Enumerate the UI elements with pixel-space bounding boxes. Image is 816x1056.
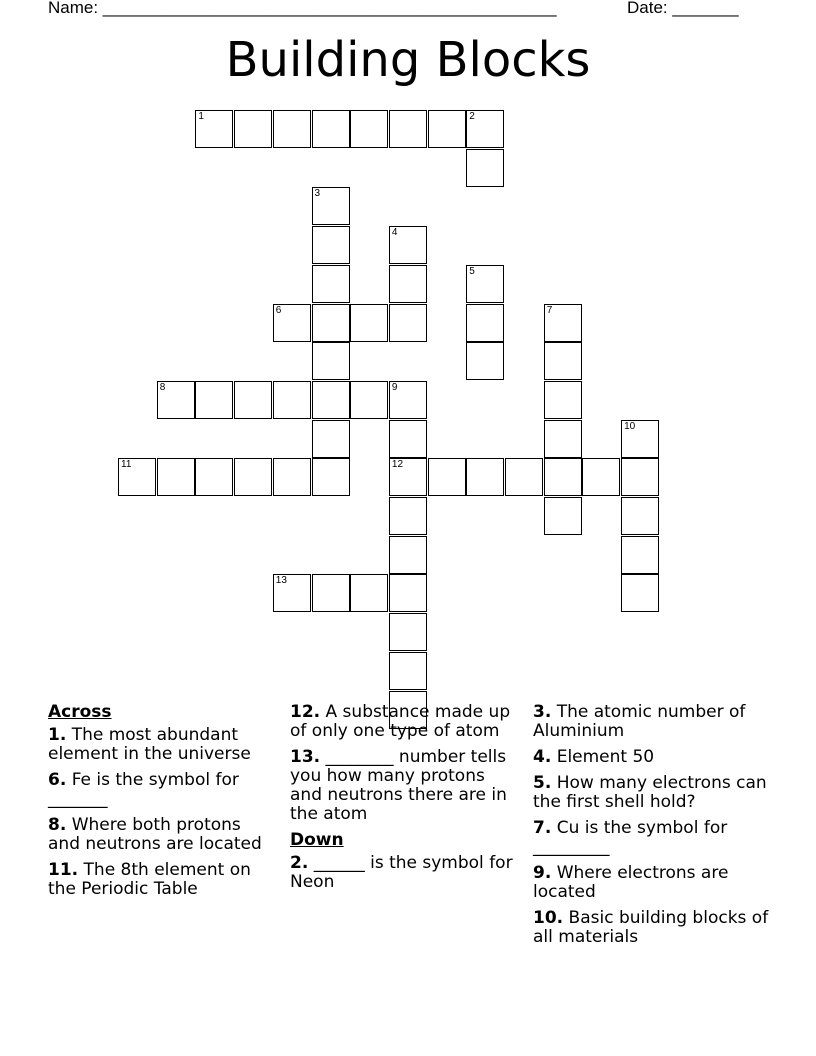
crossword-cell[interactable]	[350, 304, 388, 342]
clue-down-5	[533, 774, 773, 812]
crossword-cell[interactable]	[389, 652, 427, 690]
crossword-cell[interactable]	[466, 342, 504, 380]
across-heading: Across	[48, 702, 112, 722]
crossword-cell[interactable]	[389, 265, 427, 303]
clue-text: The 8th element on the Periodic Table	[48, 860, 251, 899]
crossword-cell[interactable]	[118, 458, 156, 496]
crossword-cell[interactable]	[350, 381, 388, 419]
crossword-cell[interactable]	[389, 536, 427, 574]
clue-down-10	[533, 909, 773, 947]
cell-number: 9	[391, 381, 398, 393]
crossword-cell[interactable]	[389, 497, 427, 535]
crossword-cell[interactable]	[195, 110, 233, 148]
crossword-cell[interactable]	[389, 226, 427, 264]
crossword-cell[interactable]	[389, 574, 427, 612]
crossword-cell[interactable]	[466, 149, 504, 187]
clue-text: The most abundant element in the universe	[48, 725, 251, 764]
crossword-cell[interactable]	[312, 187, 350, 225]
cell-number: 4	[391, 227, 398, 239]
crossword-cell[interactable]	[544, 497, 582, 535]
cell-number: 5	[469, 265, 475, 277]
crossword-cell[interactable]	[582, 458, 620, 496]
clue-number: 12.	[290, 702, 321, 722]
clue-down-9	[533, 864, 773, 902]
crossword-cell[interactable]	[195, 458, 233, 496]
cell-number: 7	[546, 304, 553, 316]
crossword-cell[interactable]	[466, 110, 504, 148]
down-heading: Down	[290, 830, 344, 850]
crossword-cell[interactable]	[273, 110, 311, 148]
cell-number: 3	[314, 188, 321, 200]
crossword-cell[interactable]	[157, 381, 195, 419]
clue-number: 6.	[48, 770, 67, 790]
date-field-label: Date: _______	[627, 0, 739, 17]
clue-across-1	[48, 726, 278, 764]
cell-number: 6	[275, 304, 282, 316]
clue-across-13	[290, 748, 520, 824]
crossword-cell[interactable]	[312, 381, 350, 419]
clue-number: 2.	[290, 853, 309, 873]
clue-across-11	[48, 861, 278, 899]
cell-number: 1	[198, 111, 204, 122]
crossword-cell[interactable]	[544, 304, 582, 342]
clue-text: How many electrons can the first shell hold?	[533, 773, 767, 812]
crossword-cell[interactable]	[621, 574, 659, 612]
crossword-cell[interactable]	[273, 381, 311, 419]
crossword-cell[interactable]	[428, 458, 466, 496]
crossword-cell[interactable]	[544, 342, 582, 380]
cell-number: 13	[275, 575, 287, 587]
crossword-cell[interactable]	[312, 110, 350, 148]
crossword-cell[interactable]	[466, 265, 504, 303]
crossword-cell[interactable]	[350, 110, 388, 148]
clue-text: Cu is the symbol for _________	[533, 818, 728, 857]
clue-text: A substance made up of only one type of atom	[290, 702, 511, 741]
clue-text: Fe is the symbol for _______	[48, 770, 239, 809]
cell-number: 8	[159, 381, 166, 393]
cell-number: 12	[391, 459, 404, 471]
clue-text: Basic building blocks of all materials	[533, 908, 769, 947]
clue-down-2	[290, 854, 520, 892]
clue-text: Where both protons and neutrons are located	[48, 815, 262, 854]
crossword-cell[interactable]	[544, 458, 582, 496]
clue-number: 1.	[48, 725, 67, 745]
crossword-cell[interactable]	[195, 381, 233, 419]
clue-number: 9.	[533, 863, 552, 883]
clue-down-3	[533, 703, 773, 741]
clue-across-6	[48, 771, 278, 809]
crossword-cell[interactable]	[312, 574, 350, 612]
clues-column-1	[48, 703, 278, 906]
crossword-cell[interactable]	[273, 304, 311, 342]
clue-number: 8.	[48, 815, 67, 835]
crossword-cell[interactable]	[234, 110, 272, 148]
crossword-cell[interactable]	[312, 342, 350, 380]
crossword-cell[interactable]	[389, 420, 427, 458]
crossword-cell[interactable]	[505, 458, 543, 496]
clue-number: 10.	[533, 908, 564, 928]
crossword-cell[interactable]	[273, 458, 311, 496]
clue-text: Where electrons are located	[533, 863, 729, 902]
crossword-cell[interactable]	[312, 458, 350, 496]
cell-number: 10	[624, 420, 636, 432]
crossword-cell[interactable]	[621, 458, 659, 496]
crossword-cell[interactable]	[389, 304, 427, 342]
clue-text: ________ number tells you how many protons and neutrons there are in the atom	[290, 747, 507, 824]
crossword-cell[interactable]	[389, 110, 427, 148]
crossword-cell[interactable]	[621, 420, 659, 458]
clue-text: The atomic number of Aluminium	[533, 702, 746, 741]
clue-text: ______ is the symbol for Neon	[290, 853, 513, 892]
clue-number: 13.	[290, 747, 321, 767]
crossword-cell[interactable]	[428, 110, 466, 148]
clue-number: 5.	[533, 773, 552, 793]
clue-down-7	[533, 819, 773, 857]
clue-down-4	[533, 748, 773, 767]
clues-column-3	[533, 703, 773, 954]
crossword-cell[interactable]	[544, 381, 582, 419]
clue-number: 11.	[48, 860, 79, 880]
crossword-cell[interactable]	[350, 574, 388, 612]
clue-text: Element 50	[551, 747, 655, 767]
clues-column-2	[290, 703, 520, 899]
crossword-cell[interactable]	[544, 420, 582, 458]
clue-number: 7.	[533, 818, 552, 838]
crossword-cell[interactable]	[312, 226, 350, 264]
clue-number: 3.	[533, 702, 552, 722]
crossword-cell[interactable]	[621, 497, 659, 535]
crossword-cell[interactable]	[312, 304, 350, 342]
clue-number: 4.	[533, 747, 552, 767]
crossword-cell[interactable]	[466, 304, 504, 342]
crossword-cell[interactable]	[312, 420, 350, 458]
crossword-cell[interactable]	[312, 265, 350, 303]
crossword-cell[interactable]	[389, 613, 427, 651]
clue-across-12	[290, 703, 520, 741]
crossword-cell[interactable]	[234, 458, 272, 496]
crossword-cell[interactable]	[389, 381, 427, 419]
name-field-label: Name: ________________________________________________	[48, 0, 557, 17]
crossword-cell[interactable]	[466, 458, 504, 496]
crossword-cell[interactable]	[234, 381, 272, 419]
crossword-cell[interactable]	[389, 458, 427, 496]
clue-across-8	[48, 816, 278, 854]
cell-number: 2	[469, 111, 475, 122]
crossword-cell[interactable]	[273, 574, 311, 612]
page-title: Building Blocks	[225, 32, 591, 88]
crossword-cell[interactable]	[157, 458, 195, 496]
crossword-cell[interactable]	[621, 536, 659, 574]
cell-number: 11	[121, 459, 132, 471]
